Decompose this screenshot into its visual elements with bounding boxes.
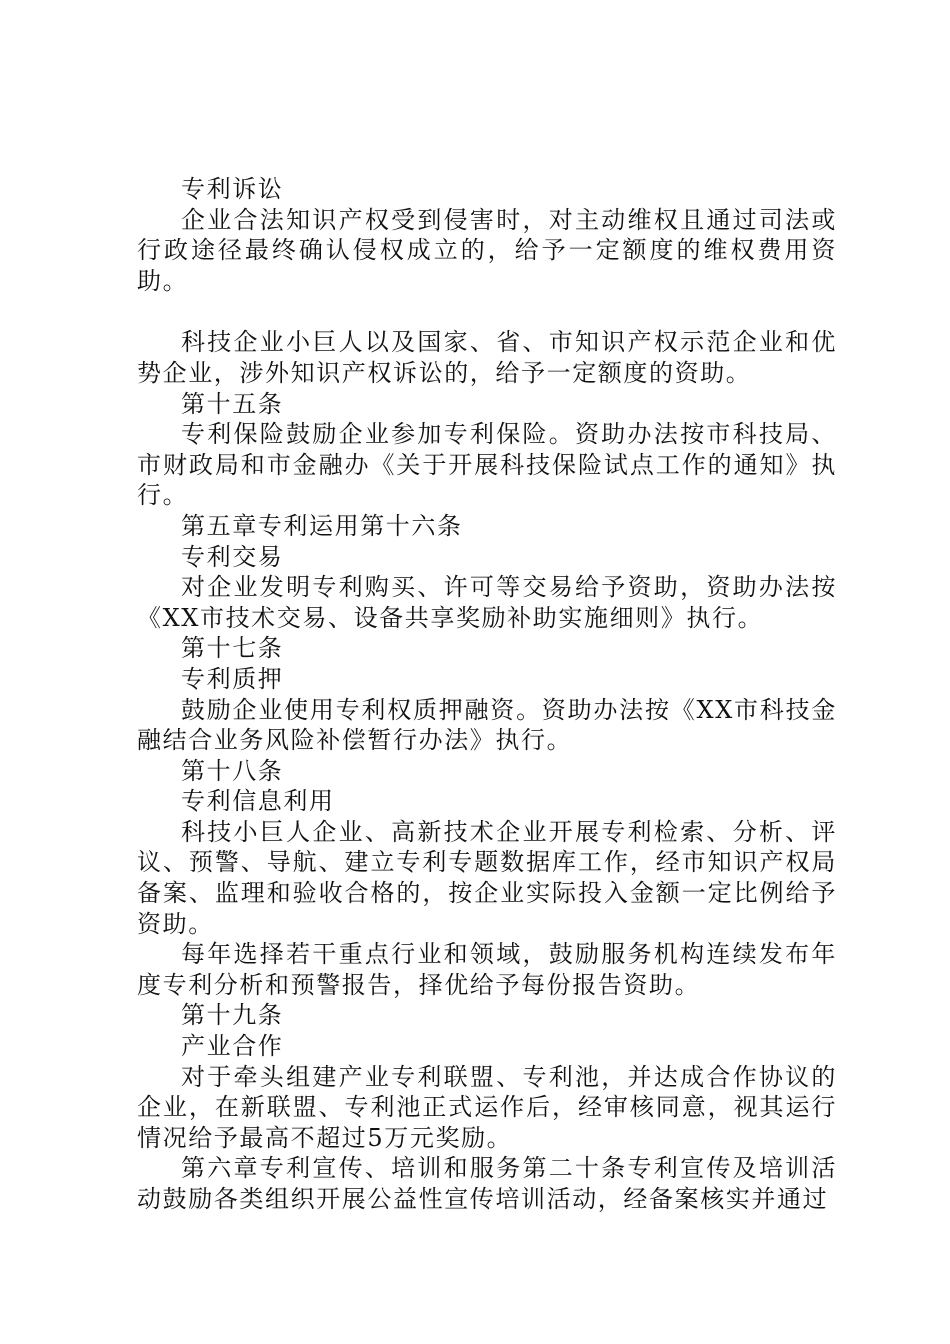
article-19-heading: 第十九条: [181, 1001, 284, 1030]
paragraph-patent-information: 科技小巨人企业、高新技术企业开展专利检索、分析、评议、预警、导航、建立专利专题数据库工作，经市知识产权局备案、监理和验收合格的，按企业实际投入金额一定比例给予资助。: [137, 817, 837, 938]
paragraph-annual-reports: 每年选择若干重点行业和领域，鼓励服务机构连续发布年度专利分析和预警报告，择优给予每份报告资助。: [137, 940, 837, 999]
paragraph-heading-patent-trading: 专利交易: [181, 542, 284, 571]
paragraph-litigation-funding: 企业合法知识产权受到侵害时，对主动维权且通过司法或行政途径最终确认侵权成立的，给予一定额度的维权费用资助。: [137, 205, 837, 295]
chapter-5-article-16-heading: 第五章专利运用第十六条: [181, 511, 463, 540]
paragraph-heading-patent-litigation: 专利诉讼: [181, 175, 284, 203]
paragraph-chapter-6-article-20: 第六章专利宣传、培训和服务第二十条专利宣传及培训活动鼓励各类组织开展公益性宣传培训活动，经备案核实并通过: [137, 1154, 837, 1213]
article-15-heading: 第十五条: [181, 389, 284, 418]
paragraph-foreign-litigation: 科技企业小巨人以及国家、省、市知识产权示范企业和优势企业，涉外知识产权诉讼的，给予一定额度的资助。: [137, 328, 837, 387]
document-body: [137, 174, 837, 1215]
article-17-heading: 第十七条: [181, 634, 284, 663]
paragraph-heading-patent-pledge: 专利质押: [181, 664, 284, 693]
paragraph-patent-trading: 对企业发明专利购买、许可等交易给予资助，资助办法按《XX市技术交易、设备共享奖励补助实施细则》执行。: [137, 573, 837, 632]
paragraph-industry-cooperation: 对于牵头组建产业专利联盟、专利池，并达成合作协议的企业，在新联盟、专利池正式运作后，经审核同意，视其运行情况给予最高不超过5万元奖励。: [137, 1062, 837, 1152]
article-18-heading: 第十八条: [181, 756, 284, 785]
paragraph-heading-patent-information: 专利信息利用: [181, 787, 335, 816]
paragraph-heading-industry-cooperation: 产业合作: [181, 1032, 284, 1061]
paragraph-patent-insurance: 专利保险鼓励企业参加专利保险。资助办法按市科技局、市财政局和市金融办《关于开展科技保险试点工作的通知》执行。: [137, 420, 837, 510]
paragraph-patent-pledge: 鼓励企业使用专利权质押融资。资助办法按《XX市科技金融结合业务风险补偿暂行办法》执行。: [137, 695, 837, 755]
